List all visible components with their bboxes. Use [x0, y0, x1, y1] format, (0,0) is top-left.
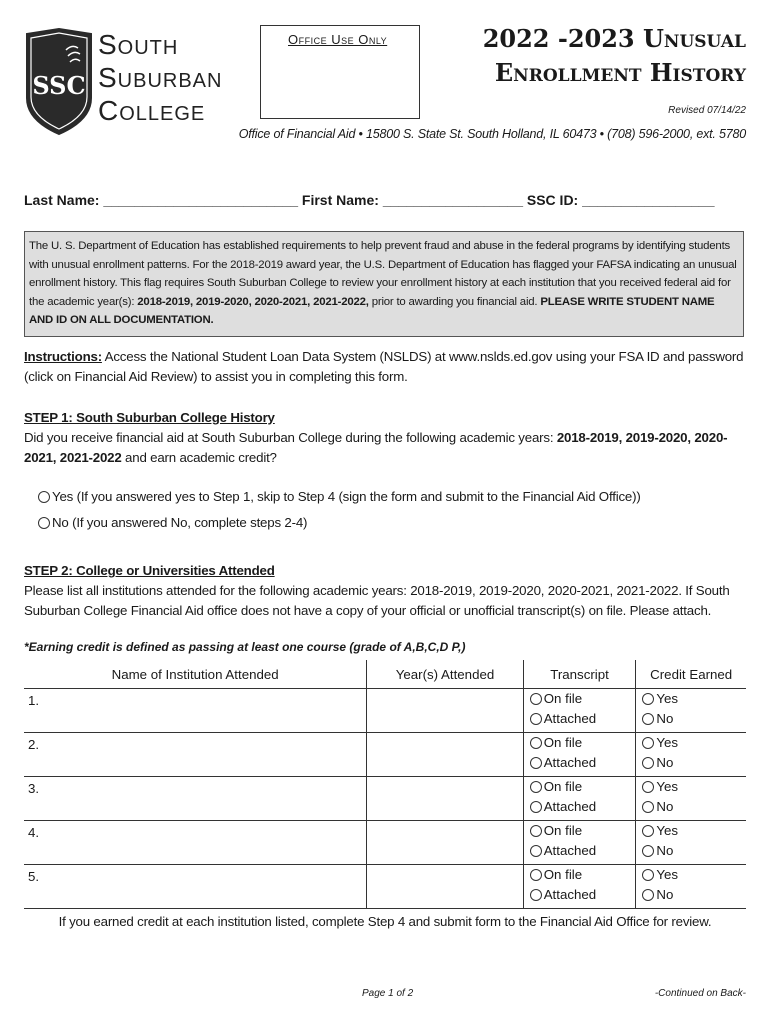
option-label: No — [656, 755, 674, 770]
transcript-option[interactable] — [524, 709, 636, 729]
transcript-option[interactable] — [524, 885, 636, 905]
radio-icon[interactable] — [530, 845, 542, 857]
option-label: Yes — [656, 867, 679, 882]
option-label: Yes — [656, 735, 679, 750]
option-label: Attached — [543, 799, 597, 814]
radio-icon[interactable] — [530, 889, 542, 901]
credit-option[interactable] — [636, 753, 746, 773]
credit-option[interactable] — [636, 821, 746, 841]
earning-credit-note: *Earning credit is defined as passing at least one course (grade of A,B,C,D P,) — [24, 640, 466, 654]
first-name-label: First Name: — [301, 192, 379, 208]
option-label: Yes — [656, 691, 679, 706]
institution-name-cell[interactable] — [24, 733, 367, 777]
institutions-table — [24, 660, 746, 909]
row-number: 5. — [28, 869, 40, 884]
instructions-text: Access the National Student Loan Data System (NSLDS) at www.nslds.ed.gov using your FSA ID and password (click on Financial Aid Review) to assist you in completing this form. — [24, 349, 744, 384]
row-number: 1. — [28, 693, 40, 708]
radio-icon[interactable] — [38, 491, 50, 503]
notice-years: 2018-2019, 2019-2020, 2020-2021, 2021-2022, — [137, 295, 369, 308]
column-header: Credit Earned — [636, 660, 746, 689]
option-label: No — [656, 711, 674, 726]
step2-text: Please list all institutions attended for the following academic years: 2018-2019, 2019-2020, 2020-2021, 2021-2022. If South Suburban College Financial Aid office does not have a copy of your official or unofficial transcript(s) on file. Please attach. — [24, 583, 730, 618]
radio-icon[interactable] — [642, 693, 654, 705]
radio-icon[interactable] — [642, 869, 654, 881]
credit-option[interactable] — [636, 841, 746, 861]
option-label: On file — [543, 691, 583, 706]
step1-option-yes[interactable] — [38, 489, 641, 504]
logo-lettering: SSC — [32, 71, 86, 100]
transcript-cell — [523, 821, 636, 865]
form-title-line: 2022 -2023 Unusual — [482, 24, 746, 53]
option-label: Attached — [543, 887, 597, 902]
institution-name-cell[interactable] — [24, 865, 367, 909]
option-label: On file — [543, 735, 583, 750]
option-label: No — [656, 843, 674, 858]
option-label: Yes (If you answered yes to Step 1, skip to Step 4 (sign the form and submit to the Financial Aid Office)) — [52, 489, 641, 504]
radio-icon[interactable] — [642, 781, 654, 793]
transcript-option[interactable] — [524, 689, 636, 709]
option-label: Yes — [656, 779, 679, 794]
transcript-option[interactable] — [524, 777, 636, 797]
last-name-label: Last Name: — [24, 192, 100, 208]
step2-heading: STEP 2: College or Universities Attended — [24, 563, 275, 578]
radio-icon[interactable] — [642, 845, 654, 857]
radio-icon[interactable] — [642, 757, 654, 769]
credit-option[interactable] — [636, 733, 746, 753]
radio-icon[interactable] — [530, 869, 542, 881]
option-label: No (If you answered No, complete steps 2-4) — [52, 515, 308, 530]
transcript-cell — [523, 777, 636, 821]
years-attended-cell[interactable] — [367, 733, 523, 777]
transcript-option[interactable] — [524, 841, 636, 861]
years-attended-cell[interactable] — [367, 777, 523, 821]
radio-icon[interactable] — [530, 693, 542, 705]
row-number: 2. — [28, 737, 40, 752]
college-name — [98, 28, 222, 127]
step1-question-years: 2018-2019, 2019-2020, 2020-2021, 2021-2022 — [24, 430, 728, 465]
table-row — [24, 777, 746, 821]
radio-icon[interactable] — [642, 889, 654, 901]
radio-icon[interactable] — [642, 713, 654, 725]
transcript-cell — [523, 865, 636, 909]
radio-icon[interactable] — [530, 757, 542, 769]
credit-option[interactable] — [636, 689, 746, 709]
ssc-id-label: SSC ID: — [526, 192, 579, 208]
notice-emphasis: PLEASE WRITE STUDENT NAME AND ID ON ALL DOCUMENTATION. — [29, 295, 715, 326]
college-logo — [24, 28, 94, 136]
years-attended-cell[interactable] — [367, 689, 523, 733]
credit-cell — [636, 689, 746, 733]
form-title — [483, 22, 746, 90]
credit-cell — [636, 821, 746, 865]
transcript-option[interactable] — [524, 753, 636, 773]
radio-icon[interactable] — [642, 825, 654, 837]
option-label: Attached — [543, 755, 597, 770]
institution-name-cell[interactable] — [24, 777, 367, 821]
office-address: Office of Financial Aid • 15800 S. State St. South Holland, IL 60473 • (708) 596-2000, ext. 5780 — [238, 127, 746, 141]
years-attended-cell[interactable] — [367, 821, 523, 865]
last-name-field[interactable]: _________________________ — [103, 192, 299, 208]
column-header: Name of Institution Attended — [24, 660, 367, 689]
years-attended-cell[interactable] — [367, 865, 523, 909]
credit-cell — [636, 865, 746, 909]
notice-after-years: prior to awarding you financial aid. — [368, 295, 541, 308]
instructions-label: Instructions: — [24, 349, 102, 364]
credit-cell — [636, 733, 746, 777]
table-row — [24, 865, 746, 909]
radio-icon[interactable] — [530, 825, 542, 837]
page-number: Page 1 of 2 — [362, 988, 414, 999]
option-label: On file — [543, 823, 583, 838]
credit-option[interactable] — [636, 709, 746, 729]
radio-icon[interactable] — [530, 737, 542, 749]
ssc-id-field[interactable]: _________________ — [582, 192, 715, 208]
step1-heading: STEP 1: South Suburban College History — [24, 410, 275, 425]
notice-text: The U. S. Department of Education has established requirements to help prevent fraud and abuse in the federal programs by identifying students with unusual enrollment patterns. For the 2018-2019 award year, the U.S. Department of Education has flagged your FAFSA indicating an unusual enrollment history. This flag requires South Suburban College to review your enrollment history at each institution that you received federal aid for the academic year(s): — [29, 240, 737, 308]
college-name-line: College — [98, 95, 206, 126]
credit-option[interactable] — [636, 885, 746, 905]
credit-option[interactable] — [636, 865, 746, 885]
form-title-line: Enrollment History — [494, 58, 746, 87]
transcript-option[interactable] — [524, 865, 636, 885]
institution-name-cell[interactable] — [24, 821, 367, 865]
footer-note: If you earned credit at each institution listed, complete Step 4 and submit form to the Financial Aid Office for review. — [58, 914, 712, 929]
step1-question-text: Did you receive financial aid at South Suburban College during the following academic years: — [24, 430, 557, 445]
table-row — [24, 821, 746, 865]
table-row — [24, 689, 746, 733]
credit-option[interactable] — [636, 777, 746, 797]
option-label: No — [656, 887, 674, 902]
row-number: 3. — [28, 781, 40, 796]
option-label: No — [656, 799, 674, 814]
radio-icon[interactable] — [642, 801, 654, 813]
option-label: Yes — [656, 823, 679, 838]
step1-option-no[interactable] — [38, 515, 307, 530]
radio-icon[interactable] — [530, 801, 542, 813]
step1-question — [24, 428, 752, 468]
college-name-line: Suburban — [98, 62, 223, 93]
student-info-line — [24, 192, 714, 208]
first-name-field[interactable]: __________________ — [382, 192, 523, 208]
column-header: Year(s) Attended — [367, 660, 523, 689]
transcript-option[interactable] — [524, 733, 636, 753]
college-name-line: South — [98, 29, 179, 60]
notice-box — [24, 231, 744, 337]
radio-icon[interactable] — [38, 517, 50, 529]
revised-date: Revised 07/14/22 — [668, 105, 746, 116]
continued-note: -Continued on Back- — [654, 988, 746, 999]
row-number: 4. — [28, 825, 40, 840]
column-header: Transcript — [523, 660, 636, 689]
institution-name-cell[interactable] — [24, 689, 367, 733]
option-label: On file — [543, 867, 583, 882]
transcript-cell — [523, 733, 636, 777]
radio-icon[interactable] — [530, 781, 542, 793]
option-label: Attached — [543, 843, 597, 858]
table-header-row — [24, 660, 746, 689]
credit-cell — [636, 777, 746, 821]
credit-option[interactable] — [636, 797, 746, 817]
radio-icon[interactable] — [642, 737, 654, 749]
transcript-option[interactable] — [524, 821, 636, 841]
radio-icon[interactable] — [530, 713, 542, 725]
option-label: Attached — [543, 711, 597, 726]
office-use-label: Office Use Only — [288, 32, 388, 47]
step1-question-end: and earn academic credit? — [121, 450, 277, 465]
transcript-option[interactable] — [524, 797, 636, 817]
instructions — [24, 347, 752, 387]
transcript-cell — [523, 689, 636, 733]
table-row — [24, 733, 746, 777]
option-label: On file — [543, 779, 583, 794]
